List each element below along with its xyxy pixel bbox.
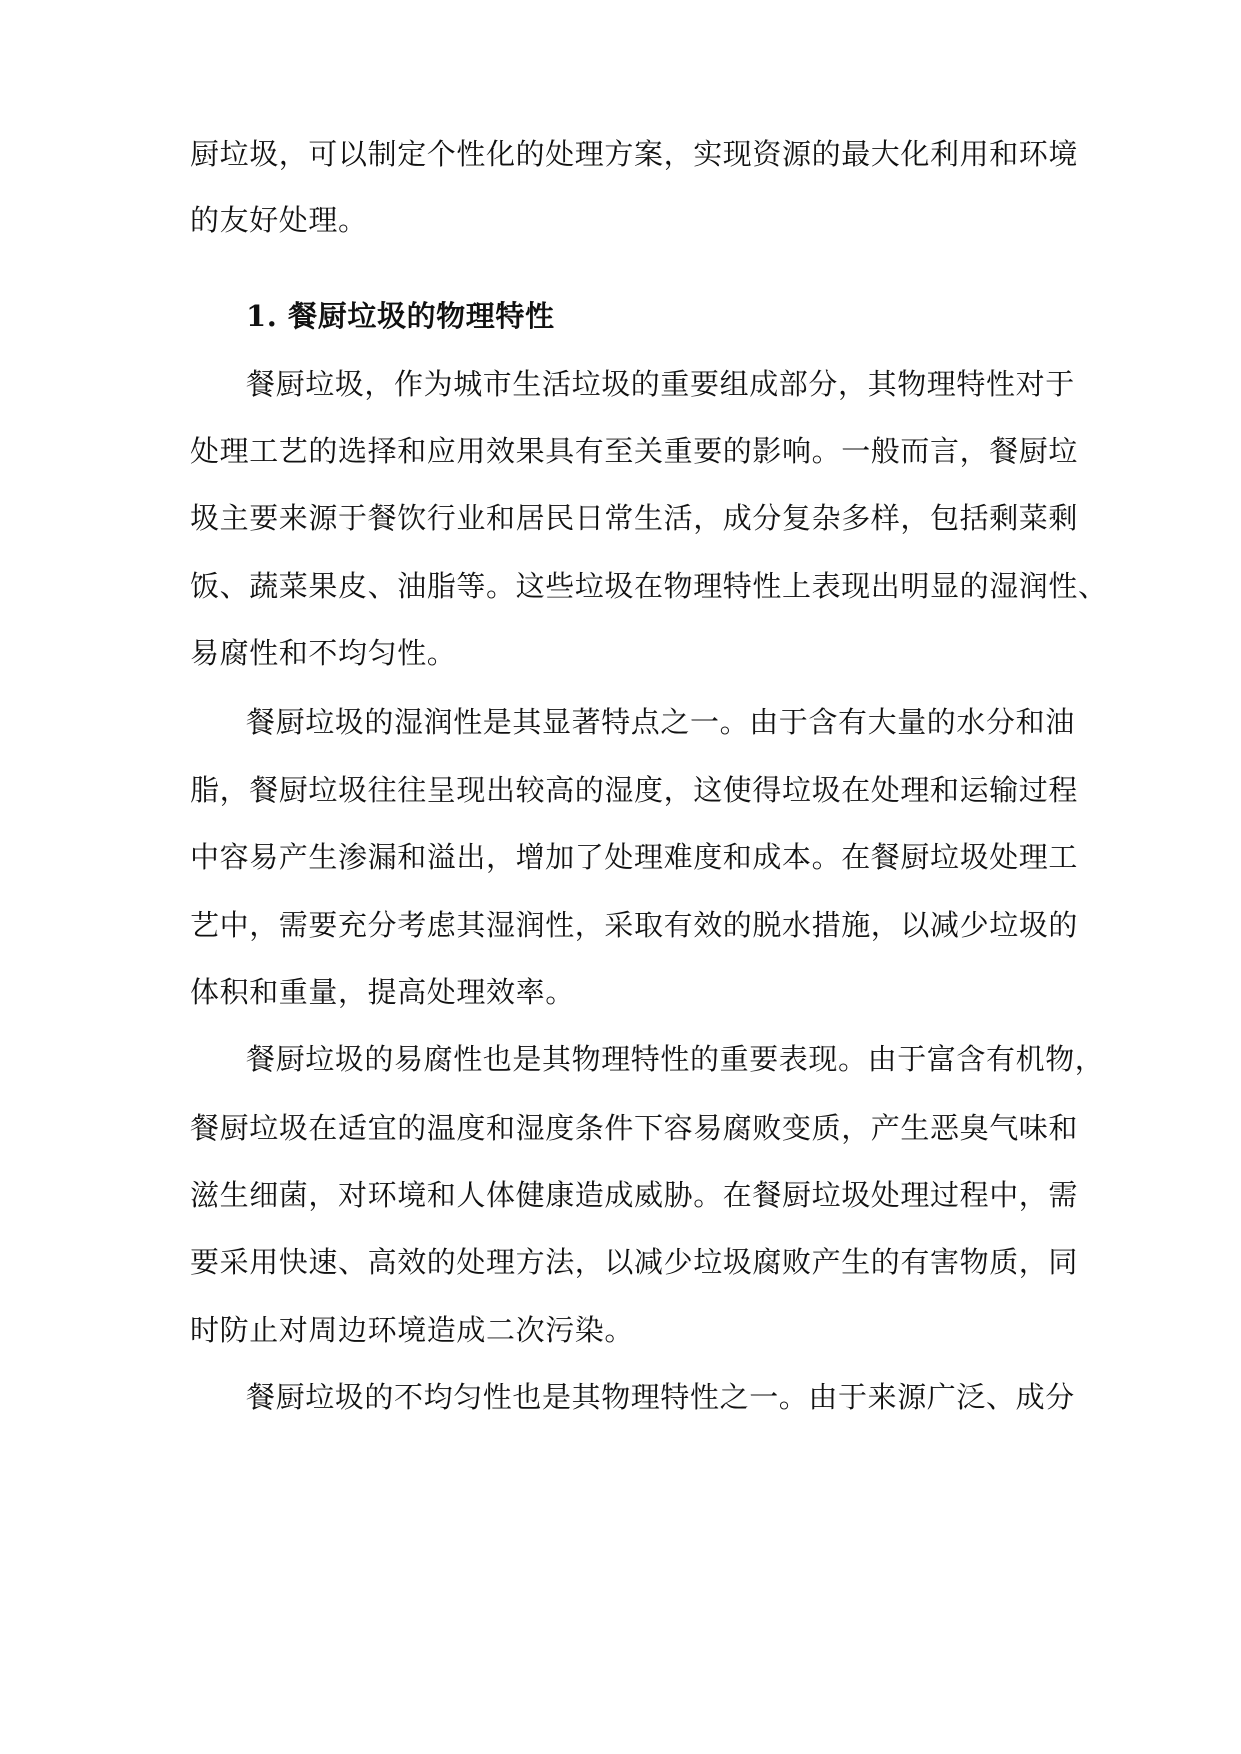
paragraph-line: 餐厨垃圾的易腐性也是其物理特性的重要表现。由于富含有机物， — [246, 1042, 1105, 1076]
section-heading: 1. 餐厨垃圾的物理特性 — [246, 299, 555, 333]
paragraph-line: 处理工艺的选择和应用效果具有至关重要的影响。一般而言，餐厨垃 — [190, 434, 1079, 468]
paragraph-line: 时防止对周边环境造成二次污染。 — [190, 1313, 635, 1347]
paragraph-line: 易腐性和不均匀性。 — [190, 636, 457, 670]
paragraph-line: 中容易产生渗漏和溢出，增加了处理难度和成本。在餐厨垃圾处理工 — [190, 840, 1079, 874]
paragraph-line: 滋生细菌，对环境和人体健康造成威胁。在餐厨垃圾处理过程中，需 — [190, 1178, 1079, 1212]
paragraph-line: 餐厨垃圾在适宜的温度和湿度条件下容易腐败变质，产生恶臭气味和 — [190, 1111, 1079, 1145]
paragraph-line: 饭、蔬菜果皮、油脂等。这些垃圾在物理特性上表现出明显的湿润性、 — [190, 569, 1108, 603]
paragraph-line: 脂，餐厨垃圾往往呈现出较高的湿度，这使得垃圾在处理和运输过程 — [190, 773, 1079, 807]
paragraph-line: 体积和重量，提高处理效率。 — [190, 975, 575, 1009]
paragraph-line: 厨垃圾，可以制定个性化的处理方案，实现资源的最大化利用和环境 — [190, 137, 1079, 171]
paragraph-line: 艺中，需要充分考虑其湿润性，采取有效的脱水措施，以减少垃圾的 — [190, 908, 1079, 942]
paragraph-line: 餐厨垃圾的湿润性是其显著特点之一。由于含有大量的水分和油 — [246, 705, 1075, 739]
paragraph-line: 的友好处理。 — [190, 203, 368, 237]
paragraph-line: 餐厨垃圾，作为城市生活垃圾的重要组成部分，其物理特性对于 — [246, 367, 1075, 401]
paragraph-line: 餐厨垃圾的不均匀性也是其物理特性之一。由于来源广泛、成分 — [246, 1380, 1075, 1414]
paragraph-line: 圾主要来源于餐饮行业和居民日常生活，成分复杂多样，包括剩菜剩 — [190, 501, 1079, 535]
paragraph-line: 要采用快速、高效的处理方法，以减少垃圾腐败产生的有害物质，同 — [190, 1245, 1079, 1279]
